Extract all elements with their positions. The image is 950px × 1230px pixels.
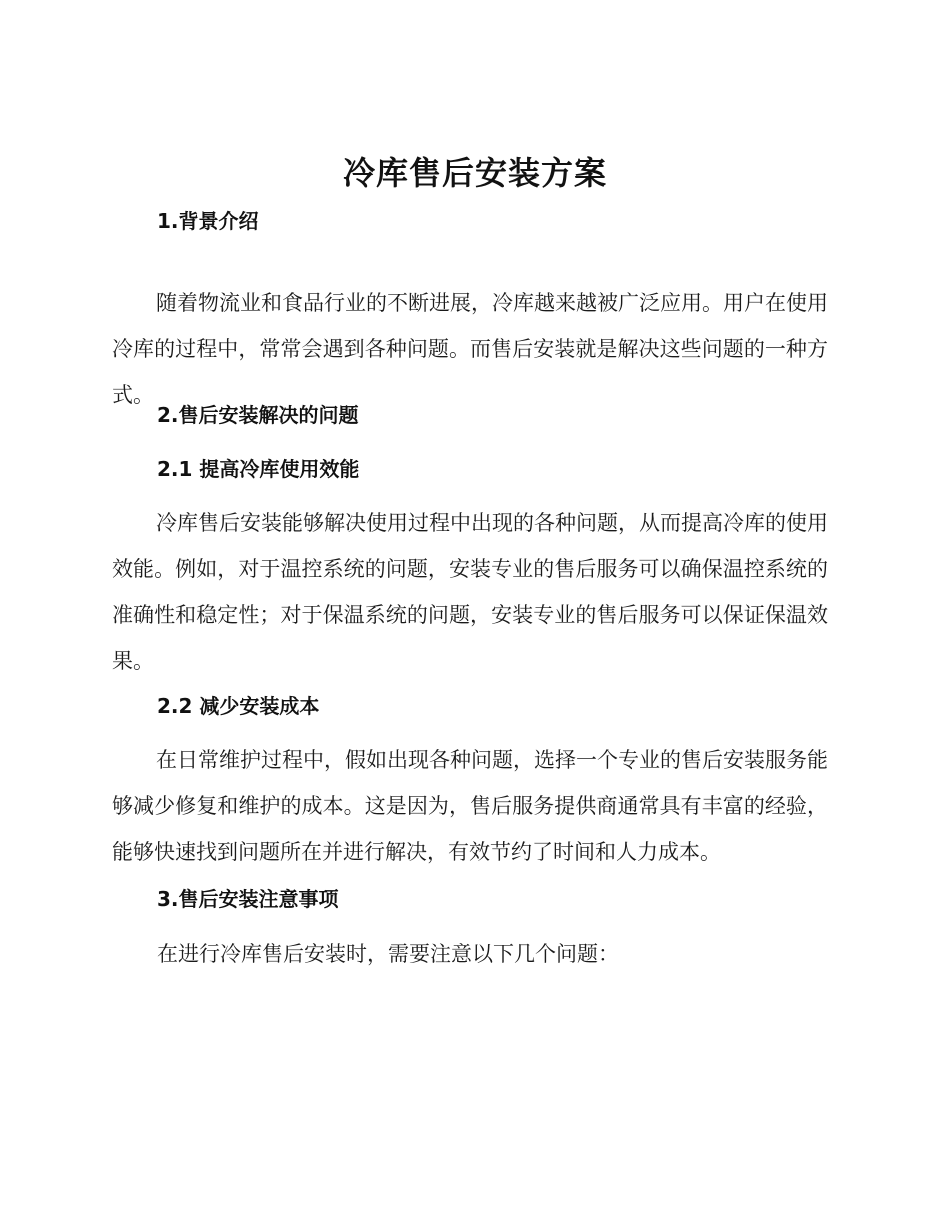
section-heading-reduce-cost: 2.2 减少安装成本	[157, 694, 320, 718]
section-heading-background: 1.背景介绍	[157, 209, 259, 233]
paragraph-precautions: 在进行冷库售后安装时，需要注意以下几个问题：	[157, 942, 619, 966]
paragraph-background: 随着物流业和食品行业的不断进展，冷库越来越被广泛应用。用户在使用冷库的过程中，常常会遇到各种问题。而售后安装就是解决这些问题的一种方式。	[112, 291, 828, 407]
paragraph-reduce-cost: 在日常维护过程中，假如出现各种问题，选择一个专业的售后安装服务能够减少修复和维护的成本。这是因为，售后服务提供商通常具有丰富的经验，能够快速找到问题所在并进行解决，有效节约了时间和人力成本。	[112, 748, 828, 864]
section-heading-precautions: 3.售后安装注意事项	[157, 887, 339, 911]
page-title: 冷库售后安装方案	[342, 154, 607, 192]
section-heading-problems-solved: 2.售后安装解决的问题	[157, 403, 359, 427]
paragraph-improve-efficiency: 冷库售后安装能够解决使用过程中出现的各种问题，从而提高冷库的使用效能。例如，对于温控系统的问题，安装专业的售后服务可以确保温控系统的准确性和稳定性；对于保温系统的问题，安装专业的售后服务可以保证保温效果。	[112, 511, 828, 673]
section-heading-improve-efficiency: 2.1 提高冷库使用效能	[157, 457, 360, 481]
